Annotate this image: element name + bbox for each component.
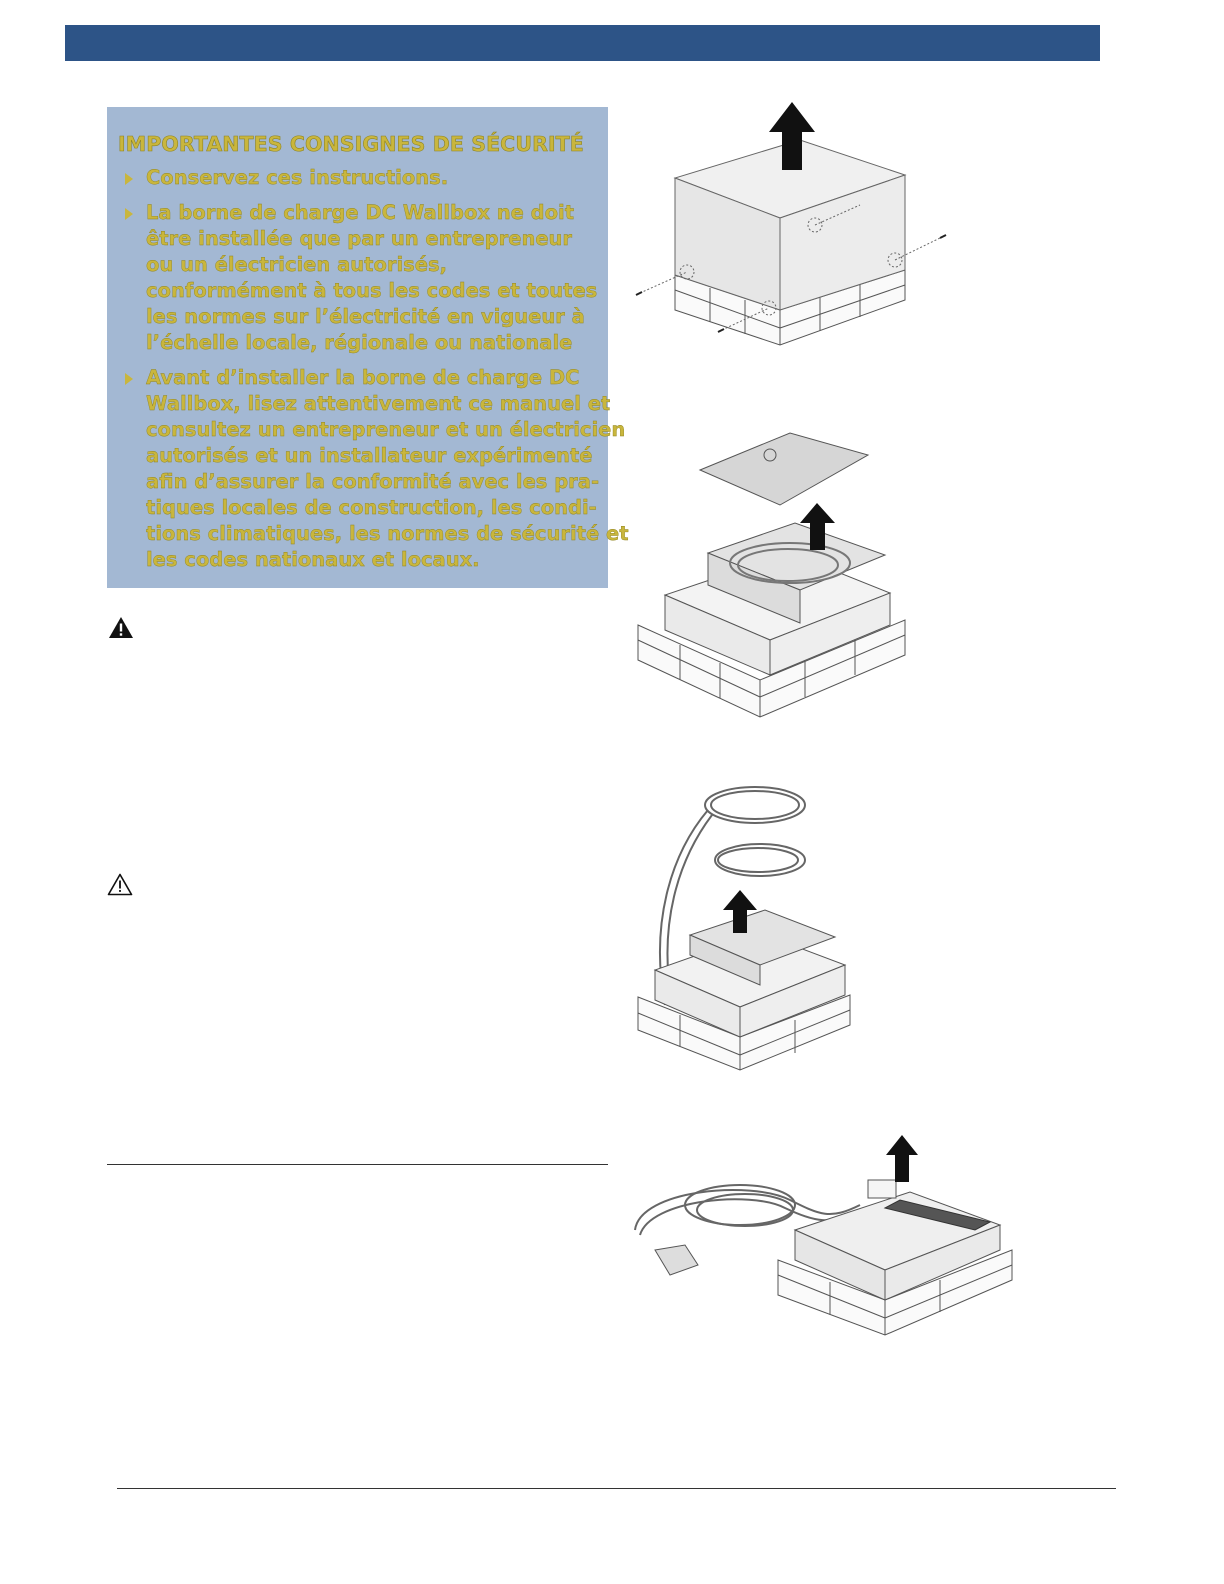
safety-title: IMPORTANTES CONSIGNES DE SÉCURITÉ <box>118 132 584 156</box>
illustration-plate-removal <box>630 425 920 725</box>
illustration-unit-lift <box>630 1130 1020 1345</box>
safety-instructions-box <box>107 107 629 588</box>
up-arrow-icon <box>886 1135 918 1182</box>
header-bar <box>65 25 1100 61</box>
illustration-crate-lid-removal <box>630 100 960 350</box>
bullet-triangle-icon <box>125 373 133 385</box>
safety-item <box>118 165 486 191</box>
safety-item-text: Avant d’installer la borne de charge DC Wallbox, lisez attentivement ce manuel et consultez un entrepreneur et un électricien autorisés et un installateur expérimenté afin d’assurer la conformité avec les pra-tiques locales de construction, les condi-tions climatiques, les normes de sécurité et les codes nationaux et locaux. <box>146 366 629 571</box>
caution-icon <box>107 873 133 896</box>
bullet-triangle-icon <box>125 208 133 220</box>
bullet-triangle-icon <box>125 173 133 185</box>
warning-icon <box>108 616 134 639</box>
illustration-cable-removal <box>630 775 870 1075</box>
section-divider <box>107 1164 608 1165</box>
safety-item-text: La borne de charge DC Wallbox ne doit être installée que par un entrepreneur ou un électricien autorisés, conformément à tous les codes et toutes les normes sur l’électricité en vigueur à l’échelle locale, régionale ou nationale <box>146 201 598 354</box>
safety-item <box>118 365 636 573</box>
safety-list <box>118 165 629 573</box>
safety-item <box>118 200 601 356</box>
footer-rule <box>117 1488 1116 1489</box>
safety-item-text: Conservez ces instructions. <box>146 166 449 189</box>
